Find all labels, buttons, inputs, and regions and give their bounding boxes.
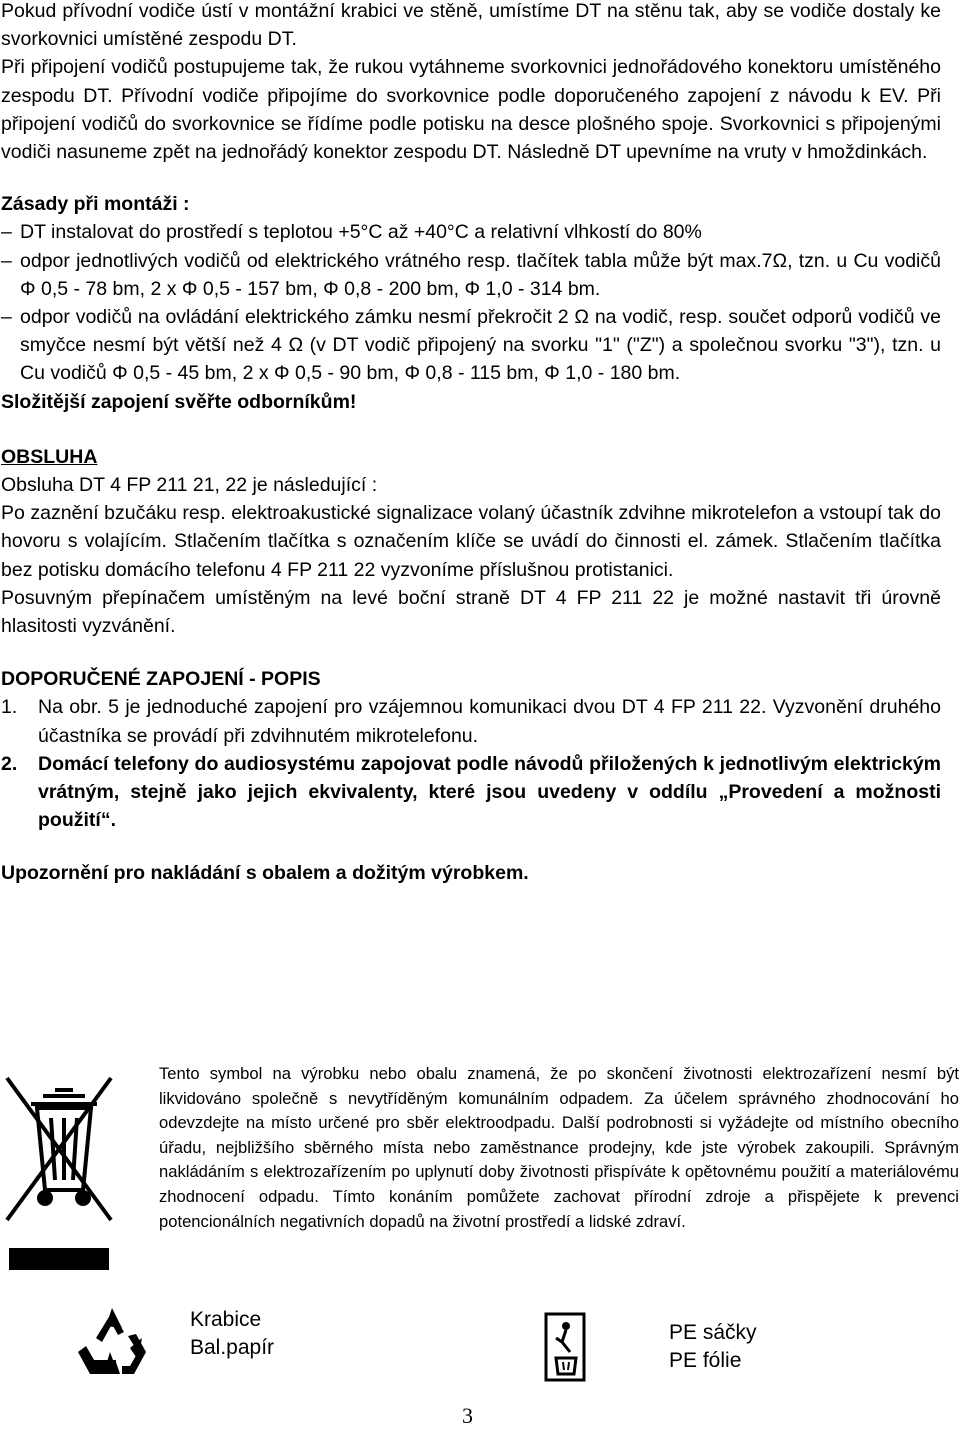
operation-paragraph-3: Posuvným přepínačem umístěným na levé boční straně DT 4 FP 211 22 je možné nastavit tři úrovně hlasitosti vyzvánění. (1, 586, 941, 638)
item-number: 1. (1, 696, 18, 719)
disposal-heading: Upozornění pro nakládání s obalem a dožitým výrobkem. (1, 862, 529, 885)
principles-heading: Zásady při montáži : (1, 193, 190, 216)
crossed-out-wheelie-bin-icon (3, 1070, 115, 1278)
operation-paragraph-2: Po zaznění bzučáku resp. elektroakustické signalizace volaný účastník zdvihne mikrotelefon a vstoupí tak do hovoru s volajícím. Stlačením tlačítka s označením klíče se uvádí do činnosti el. zámek. Stlačením tlačítka bez potisku domácího telefonu 4 FP 211 22 vyzvoníme příslušnou protistanici. (1, 502, 941, 581)
item-text: Domácí telefony do audiosystému zapojovat podle návodů přiložených k jednotlivým elektrickým vrátným, stejně jako jejich ekvivalenty, které jsou uvedeny v oddílu „Provedení a možnosti použití“. (38, 752, 941, 832)
box-recycling-label (190, 1306, 274, 1362)
principles-list (1, 218, 941, 387)
disposal-text: Tento symbol na výrobku nebo obalu znamená, že po skončení životnosti elektrozařízení nesmí být likvidováno společně s nevytříděným komunálním odpadem. Za účelem správného zhodnocování ho odevzdejte na místo určené pro sběr elektroodpadu. Další podrobnosti si vyžádejte od místního obecního úřadu, nejbližšího sběrného místa nebo zaměstnance prodejny, kde jste výrobek zakoupili. Správným nakládáním s elektrozařízením po uplynutí doby životnosti přispíváte k opětovnému použití a materiálovému zhodnocení odpadu. Tímto konáním pomůžete zachovat přírodní zdroje a přispějete k prevenci potencionálních negativních dopadů na životní prostředí a lidské zdraví. (159, 1064, 959, 1231)
operation-paragraph-1: Obsluha DT 4 FP 211 21, 22 je následující : (1, 474, 378, 497)
principle-item: – DT instalovat do prostředí s teplotou +5°C až +40°C a relativní vlhkostí do 80% (1, 218, 941, 246)
recommended-list (1, 693, 941, 834)
page-number: 3 (462, 1403, 473, 1428)
principles-warning: Složitější zapojení svěřte odborníkům! (1, 390, 357, 413)
recommended-heading: DOPORUČENÉ ZAPOJENÍ - POPIS (1, 668, 321, 691)
recommended-item-2 (1, 750, 941, 835)
principle-item: – odpor jednotlivých vodičů od elektrického vrátného resp. tlačítek tabla může být max.7Ω, tzn. u Cu vodičů Φ 0,5 - 78 bm, 2 x Φ 0,5 - 157 bm, Φ 0,8 - 200 bm, Φ 1,0 - 314 bm. (1, 247, 941, 303)
pe-label-line-1: PE sáčky (669, 1321, 757, 1344)
pe-label-line-2: PE fólie (669, 1349, 742, 1372)
recycle-icon (76, 1308, 148, 1380)
box-label-line-1: Krabice (190, 1308, 262, 1331)
item-text: Na obr. 5 je jednoduché zapojení pro vzájemnou komunikaci dvou DT 4 FP 211 22. Vyzvonění druhého účastníka se provádí při zdvihnutém mikrotelefonu. (38, 696, 941, 747)
recommended-item-1 (1, 693, 941, 749)
principle-item: – odpor vodičů na ovládání elektrického zámku nesmí překročit 2 Ω na vodič, resp. součet odporů vodičů ve smyčce nesmí být větší než 4 Ω (v DT vodič připojený na svorku "1" ("Z") a společnou svorku "3"), tzn. u Cu vodičů Φ 0,5 - 45 bm, 2 x Φ 0,5 - 90 bm, Φ 0,8 - 115 bm, Φ 1,0 - 180 bm. (1, 303, 941, 388)
box-label-line-2: Bal.papír (190, 1336, 275, 1359)
disposal-section (0, 1062, 960, 1322)
intro-paragraph-2: Při připojení vodičů postupujeme tak, že rukou vytáhneme svorkovnici jednořádového konektoru umístěného zespodu DT. Přívodní vodiče připojíme do svorkovnice podle doporučeného zapojení z návodu k EV. Při připojení vodičů do svorkovnice se řídíme podle potisku na desce plošného spoje. Svorkovnici s připojenými vodiči nasuneme zpět na jednořádý konektor zespodu DT. Následně DT upevníme na vruty v hmoždinkách. (1, 56, 941, 164)
litter-bin-icon (544, 1312, 586, 1382)
item-number: 2. (1, 752, 18, 775)
operation-heading: OBSLUHA (1, 445, 98, 468)
pe-recycling-label (669, 1319, 757, 1375)
intro-paragraph-1: Pokud přívodní vodiče ústí v montážní krabici ve stěně, umístíme DT na stěnu tak, aby se vodiče dostaly ke svorkovnici umístěné zespodu DT. (1, 0, 941, 51)
